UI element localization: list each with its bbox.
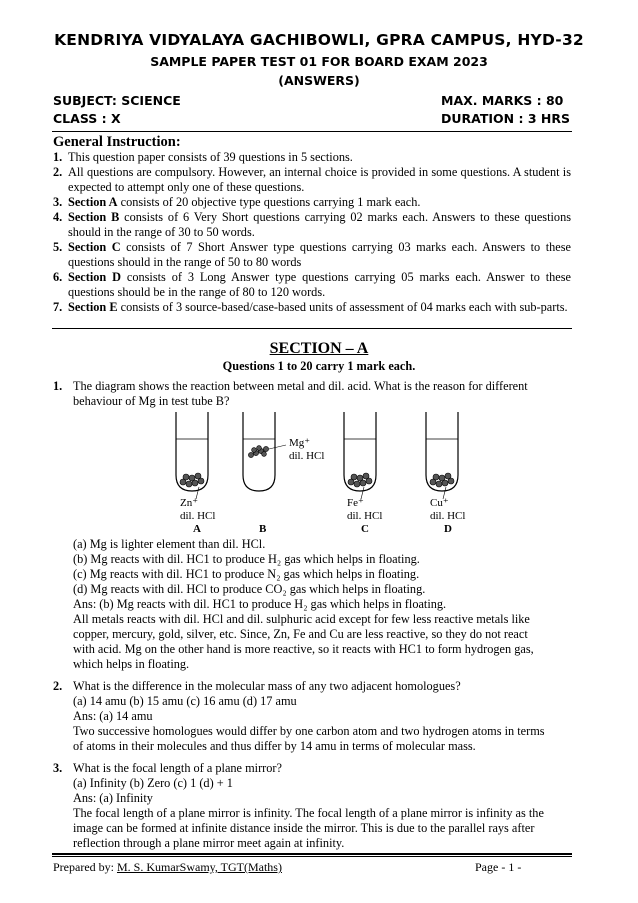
footer-divider-thin — [52, 856, 572, 857]
question-1-answer — [53, 537, 573, 672]
section-title: SECTION – A — [269, 340, 369, 357]
instruction-item: 4. Section B consists of 6 Very Short questions carrying 02 marks each. Answers to these questions should in the range of 30 to 50 words. — [53, 210, 571, 239]
paper-title: SAMPLE PAPER TEST 01 FOR BOARD EXAM 2023 — [150, 54, 488, 69]
footer-prepared-by: Prepared by: M. S. KumarSwamy, TGT(Maths) — [53, 860, 282, 874]
question-text: behaviour of Mg in test tube B? — [73, 394, 230, 408]
answer-line: Ans: (a) Infinity — [73, 791, 153, 805]
general-instruction-title: General Instruction: — [53, 134, 181, 150]
question-text: The diagram shows the reaction between metal and dil. acid. What is the reason for different — [73, 379, 528, 393]
question-number: 1. — [53, 379, 63, 393]
option-a: (a) Mg is lighter element than dil. HCl. — [73, 537, 266, 551]
explanation-text: All metals reacts with dil. HCl and dil. sulphuric acid except for few less reactive metals like — [73, 612, 530, 626]
test-tube-diagram — [168, 409, 488, 537]
instruction-divider — [52, 328, 572, 329]
tube-c-letter: C — [361, 523, 369, 535]
general-instruction-list — [53, 150, 571, 315]
header-divider — [52, 131, 572, 132]
question-2 — [53, 679, 573, 754]
question-text: What is the focal length of a plane mirror? — [73, 761, 282, 775]
class-label: CLASS : X — [53, 111, 121, 126]
tube-d-label: Cu⁺ dil. HCl — [430, 497, 466, 522]
instruction-item: 6. Section D consists of 3 Long Answer type questions carrying 05 marks each. Answer to these questions should be in the range of 80 to 120 words. — [53, 270, 571, 299]
explanation-text: with acid. Mg on the other hand is more reactive, so it reacts with HC1 to form hydrogen gas, — [73, 642, 534, 656]
tube-d-letter: D — [444, 523, 452, 535]
subject-label: SUBJECT: SCIENCE — [53, 93, 181, 108]
tube-c-label: Fe⁺ dil. HCl — [347, 497, 383, 522]
test-tube-b — [243, 412, 286, 491]
max-marks-label: MAX. MARKS : 80 — [441, 93, 564, 108]
instruction-item: 2. All questions are compulsory. However, an internal choice is provided in some questions. A student is expected to attempt only one of these questions. — [53, 165, 571, 194]
question-3 — [53, 761, 573, 851]
option-c: (c) Mg reacts with dil. HC1 to produce N₂ gas which helps in floating. — [73, 567, 420, 581]
answer-line: Ans: (b) Mg reacts with dil. HC1 to produce H₂ gas which helps in floating. — [73, 597, 447, 611]
explanation-text: which helps in floating. — [73, 657, 190, 671]
option-d: (d) Mg reacts with dil. HCl to produce CO₂ gas which helps in floating. — [73, 582, 426, 596]
tube-b-letter: B — [259, 523, 267, 535]
question-number: 2. — [53, 679, 63, 693]
duration-label: DURATION : 3 HRS — [441, 111, 570, 126]
author-name: M. S. KumarSwamy, TGT(Maths) — [116, 860, 282, 874]
section-subtitle: Questions 1 to 20 carry 1 mark each. — [222, 359, 416, 373]
instruction-item: 3. Section A consists of 20 objective type questions carrying 1 mark each. — [53, 195, 421, 209]
options-line: (a) 14 amu (b) 15 amu (c) 16 amu (d) 17 amu — [73, 694, 297, 708]
question-number: 3. — [53, 761, 63, 775]
instruction-item: 5. Section C consists of 7 Short Answer type questions carrying 03 marks each. Answers to these questions should in the range of 50 to 80 words — [53, 240, 571, 269]
explanation-text: reflection through a plane mirror meet again at infinity. — [73, 836, 345, 850]
answers-title: (ANSWERS) — [278, 73, 360, 88]
tube-a-letter: A — [193, 523, 201, 535]
question-text: What is the difference in the molecular mass of any two adjacent homologues? — [73, 679, 461, 693]
instruction-item: 1. This question paper consists of 39 questions in 5 sections. — [53, 150, 353, 164]
instruction-item: 7. Section E consists of 3 source-based/case-based units of assessment of 04 marks each with sub-parts. — [53, 300, 568, 314]
footer-divider-thick — [52, 853, 572, 855]
test-tube-d — [426, 412, 458, 499]
tube-a-label: Zn⁺ dil. HCl — [180, 497, 216, 522]
options-line: (a) Infinity (b) Zero (c) 1 (d) + 1 — [73, 776, 233, 790]
explanation-text: Two successive homologues would differ by one carbon atom and two hydrogen atoms in terms — [73, 724, 545, 738]
explanation-text: of atoms in their molecules and thus differ by 14 amu in terms of molecular mass. — [73, 739, 476, 753]
option-b: (b) Mg reacts with dil. HC1 to produce H₂ gas which helps in floating. — [73, 552, 420, 566]
school-title: KENDRIYA VIDYALAYA GACHIBOWLI, GPRA CAMPUS, HYD-32 — [54, 31, 584, 49]
tube-b-label: Mg⁺ dil. HCl — [289, 437, 325, 462]
answer-line: Ans: (a) 14 amu — [73, 709, 153, 723]
test-tube-a — [176, 412, 208, 499]
page-number: Page - 1 - — [475, 860, 522, 874]
explanation-text: The focal length of a plane mirror is infinity. The focal length of a plane mirror is infinity as the — [73, 806, 544, 820]
question-1 — [53, 379, 573, 409]
explanation-text: image can be formed at infinite distance inside the mirror. This is due to the parallel rays after — [73, 821, 535, 835]
test-tube-c — [344, 412, 376, 499]
explanation-text: copper, mercury, gold, silver, etc. Since, Zn, Fe and Cu are less reactive, so they do not react — [73, 627, 528, 641]
